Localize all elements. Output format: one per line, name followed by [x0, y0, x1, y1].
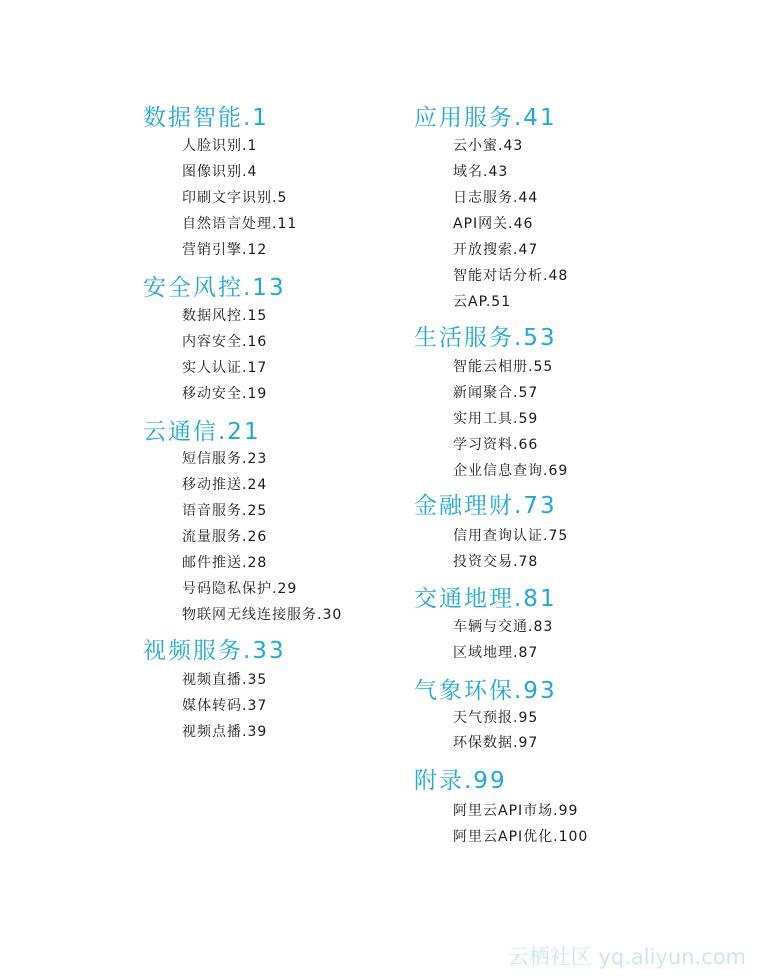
toc-item[interactable]: 天气预报.95 [453, 710, 539, 726]
toc-item[interactable]: 智能云相册.55 [453, 359, 554, 375]
section-heading[interactable]: 交通地理.81 [414, 586, 557, 612]
toc-item[interactable]: 阿里云API市场.99 [453, 803, 579, 819]
section-heading[interactable]: 气象环保.93 [414, 678, 557, 704]
toc-item[interactable]: 内容安全.16 [182, 334, 268, 350]
toc-item[interactable]: 环保数据.97 [453, 735, 539, 751]
toc-item[interactable]: 车辆与交通.83 [453, 619, 554, 635]
section-heading[interactable]: 数据智能.1 [143, 105, 269, 131]
toc-item[interactable]: 视频直播.35 [182, 672, 268, 688]
toc-item[interactable]: 号码隐私保护.29 [182, 581, 298, 597]
toc-item[interactable]: 开放搜索.47 [453, 242, 539, 258]
toc-item[interactable]: 移动安全.19 [182, 386, 268, 402]
toc-item[interactable]: 视频点播.39 [182, 724, 268, 740]
section-heading[interactable]: 生活服务.53 [414, 325, 557, 351]
toc-item[interactable]: 营销引擎.12 [182, 242, 268, 258]
toc-item[interactable]: 实人认证.17 [182, 360, 268, 376]
toc-item[interactable]: 印刷文字识别.5 [182, 190, 288, 206]
toc-item[interactable]: 人脸识别.1 [182, 138, 258, 154]
toc-item[interactable]: 企业信息查询.69 [453, 463, 569, 479]
toc-item[interactable]: 云小蜜.43 [453, 138, 524, 154]
toc-item[interactable]: 阿里云API优化.100 [453, 829, 589, 845]
section-heading[interactable]: 视频服务.33 [143, 638, 286, 664]
section-heading[interactable]: 安全风控.13 [143, 275, 286, 301]
toc-item[interactable]: 语音服务.25 [182, 503, 268, 519]
toc-item[interactable]: 数据风控.15 [182, 308, 268, 324]
toc-item[interactable]: 物联网无线连接服务.30 [182, 607, 343, 623]
toc-item[interactable]: 新闻聚合.57 [453, 385, 539, 401]
toc-item[interactable]: 邮件推送.28 [182, 555, 268, 571]
toc-item[interactable]: 云AP.51 [453, 294, 512, 310]
section-heading[interactable]: 应用服务.41 [414, 105, 557, 131]
toc-item[interactable]: 流量服务.26 [182, 529, 268, 545]
toc-item[interactable]: 短信服务.23 [182, 451, 268, 467]
watermark: 云栖社区 yq.aliyun.com [507, 945, 746, 969]
toc-item[interactable]: 自然语言处理.11 [182, 216, 298, 232]
toc-item[interactable]: 媒体转码.37 [182, 698, 268, 714]
toc-item[interactable]: 移动推送.24 [182, 477, 268, 493]
toc-item[interactable]: 实用工具.59 [453, 411, 539, 427]
toc-item[interactable]: 智能对话分析.48 [453, 268, 569, 284]
toc-item[interactable]: 区域地理.87 [453, 645, 539, 661]
toc-item[interactable]: 投资交易.78 [453, 554, 539, 570]
toc-item[interactable]: API网关.46 [453, 216, 534, 232]
section-heading[interactable]: 金融理财.73 [414, 493, 557, 519]
toc-item[interactable]: 信用查询认证.75 [453, 528, 569, 544]
toc-item[interactable]: 学习资料.66 [453, 437, 539, 453]
section-heading[interactable]: 云通信.21 [143, 419, 261, 445]
toc-item[interactable]: 图像识别.4 [182, 164, 258, 180]
toc-item[interactable]: 域名.43 [453, 164, 509, 180]
toc-item[interactable]: 日志服务.44 [453, 190, 539, 206]
section-heading[interactable]: 附录.99 [414, 768, 507, 794]
